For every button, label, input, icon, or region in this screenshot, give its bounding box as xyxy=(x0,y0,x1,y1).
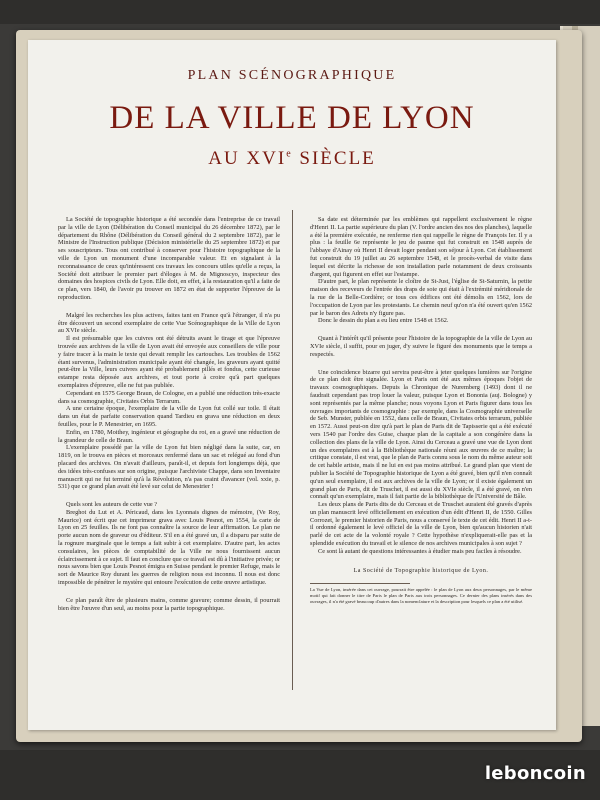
paragraph: Quels sont les auteurs de cette vue ? xyxy=(66,501,158,509)
paragraph: Il est présumable que les cuivres ont été détruits avant le tirage et que l'épreuve trouvée aux archives de la ville de Lyon avait été envoyée aux conseillers de ville pour y faire tracer à la main le texte qui devait remplir les cartouches. Les troubles de 1562 étant survenus, l'administration municipale ayant été changée, les graveurs ayant quitté peut-être la Ville, leurs cuivres ayant été probablement pillés et fondus, cette curieuse estampe resta déposée aux archives, et tout porte à croire qu'à part quelques exemplaires d'épreuve, elle ne fut pas publiée. xyxy=(58,335,280,389)
paragraph: Quant à l'intérêt qu'il présente pour l'histoire de la topographie de la ville de Lyon au XVIe siècle, il suffit, pour en juger, d'y suivre le figuré des monuments que le temps a respectés. xyxy=(310,335,532,358)
title-siecle: SIÈCLE xyxy=(292,148,376,169)
footnote-rule xyxy=(310,583,410,584)
paragraph: Enfin, en 1780, Moithey, ingénieur et géographe du roi, en a gravé une réduction de la grandeur de celle de Braun. xyxy=(58,428,280,444)
signature: La Société de Topographie historique de Lyon. xyxy=(353,567,489,574)
left-column xyxy=(58,216,280,612)
leboncoin-watermark: leboncoin xyxy=(484,763,586,784)
paragraph: L'exemplaire possédé par la ville de Lyon fut bien négligé dans la suite, car, en 1819, on le trouva en pièces et morceaux renfermé dans un sac et relégué au fond d'un placard des archives. On n'avait d'ailleurs, paraît-il, et depuis fort longtemps déjà, que des idées très-confuses sur son origine, puisque l'archiviste Chappe, dans son Inventaire manuscrit qui ne fut terminé qu'à la Révolution, n'a pas craint d'avancer (vol. xxie, p. 531) que ce grand plan avait été levé sur celui de Menestrier ! xyxy=(58,444,280,491)
paragraph: Les deux plans de Paris dits de du Cerceau et de Truschet auraient été gravés d'après un plan manuscrit levé officiellement en exécution d'un édit d'Henri II, de 1550. Gilles Corrozet, le premier historien de Paris, nous a conservé le texte de cet édit. Henri II a-t-il ordonné également le levé officiel de la ville de Lyon, bien qu'aucun historien n'ait parlé de cet acte de la volonté royale ? Cette hypothèse n'expliquerait-elle pas et la splendide exécution du travail et le silence de nos archives municipales à son sujet ? xyxy=(310,501,532,548)
document-sheet xyxy=(28,40,556,730)
paragraph: La Société de topographie historique a été secondée dans l'entreprise de ce travail par la ville de Lyon (Délibération du Conseil municipal du 26 décembre 1872), par le département du Rhône (Délibération du Conseil général du 2 septembre 1872), par le Ministre de l'Instruction publique (Décision ministérielle du 25 septembre 1872) et par ses souscripteurs. Tous ont contribué à conserver pour l'histoire topographique de la ville de Lyon un monument d'une incomparable valeur. Et en signalant à la reconnaissance de ceux qu'intéressent ces travaux les concours utiles qu'elle a reçus, la Société doit attribuer le premier part d'éloges à M. de Mignoscyo, inspecteur des domaines des hospices civils de Lyon. Elle doit, en effet, à la restauration qu'il a faite de ce plan, vers 1840, de l'avoir pu trouver en 1872 en état de supporter l'épreuve de la reproduction. xyxy=(58,216,280,301)
paragraph: Cependant en 1575 George Braun, de Cologne, en a publié une réduction très-exacte dans sa cosmographie, Civitates Orbis Terrarum. xyxy=(58,389,280,405)
paragraph: A une certaine époque, l'exemplaire de la ville de Lyon fut collé sur toile. Il était dans un état de parfaite conservation quand Tardieu en grava une réduction en deux feuilles, pour le P. Menestrier, en 1695. xyxy=(58,405,280,428)
paragraph: Malgré les recherches les plus actives, faites tant en France qu'à l'étranger, il n'a pu être découvert un second exemplaire de cette Vue Scénographique de la Ville de Lyon au XVIe siècle. xyxy=(58,311,280,335)
paragraph: Ce plan paraît être de plusieurs mains, comme gravure; comme dessin, il pourrait bien être l'œuvre d'un seul, au moins pour la partie topographique. xyxy=(58,596,280,612)
paragraph: Breghot du Lut et A. Péricaud, dans les Lyonnais dignes de mémoire, (Ve Roy, Maurice) ont écrit que cet imprimeur grava avec Louis Pesnot, en 1554, la carte de Lyon en 25 feuilles. Ils ne font pas connaître la source de leur affirmation. Le plan ne porte aucun nom de graveur ou d'éditeur. S'il en a été gravé un, il a disparu par suite de la rognure marginale que le temps a fait subir à cet exemplaire. D'autre part, les actes consulaires, les pièces de comptabilité de la Ville ne nous fournissent aucun éclaircissement à ce sujet. Il faut en conclure que ce travail est dû à l'initiative privée; or nous savons bien que Louis Pesnot émigra en Suisse pendant le premier Refuge, mais le sort de Maurice Roy durant les guerres de religion nous est inconnu. Il nous est donc impossible de pénétrer le mystère qui entoure l'exécution de cette œuvre artistique. xyxy=(58,508,280,587)
title-century-sup: e xyxy=(286,148,293,160)
footnote: La Vue de Lyon, insérée dans cet ouvrage, pourrait être appelée : le plan de Lyon aux deux personnages, par le même motif qui fait donner le titre de Paris le plan de Paris aux trois personnages. Ce dernier des plans insérés dans des ouvrages, il n'a été gravé beaucoup d'autres dans la nomenclature et la description pour lesquels ce plan a été utilisé. xyxy=(310,587,532,605)
paragraph: Ce sont là autant de questions intéressantes à étudier mais peu faciles à résoudre. xyxy=(318,547,522,555)
right-column xyxy=(310,216,532,605)
paragraph: Une coïncidence bizarre qui servira peut-être à jeter quelques lumières sur l'origine de ce plan doit être signalée. Lyon et Paris ont été aux mêmes époques l'objet de travaux cosmographiques. Depuis la Chronique de Nuremberg (1493) dont il ne faudrait cependant pas trop louer la valeur, puisque Lyon et Bononia (auj. Bologne) y sont représentés par la même planche; nous voyons Lyon et Paris figurer dans tous les ouvrages importants de cosmographie : par exemple, dans la Cosmographie universelle de Seb. Munster, publiée en 1552, dans celle de Braun, Civitates orbis terrarum, publiée en 1572. Aussi peut-on dire qu'à part le plan de Paris dit de Tapisserie qui a été exécuté vers 1540 par l'ordre des Guise, chaque plan de la capitale a son congénère dans la collection des plans de la ville de Lyon. Ainsi du Cerceau a gravé une vue de Lyon dont un des exemplaires est à la Bibliothèque nationale réuni aux œuvres de ce maître; la critique constate, il est vrai, que le plan de Paris connu sous le nom du même auteur soit de cet habile artiste, mais il ne lui en est pas moins attribué. Le grand plan que vient de publier la Société de Topographie historique de Lyon a été gravé, bien qu'il n'en connaît qu'un seul exemplaire, il est aux archives de la ville de Lyon; or il existe également un grand plan de Paris, dit de Truschet, il est aussi du XVIe siècle, il a été gravé, on n'en connaît qu'un exemplaire, mais il fait partie de la bibliothèque de l'Université de Bâle. xyxy=(310,368,532,501)
paragraph: Sa date est déterminée par les emblèmes qui rappellent exclusivement le règne d'Henri II. La partie supérieure du plan (V. l'ordre ancien des nos des planches), laquelle a été la première exécutée, ne renferme rien qui rappelle le règne de François Ier. Il y a plus : la feuille 6e représente le jeu de paume qui fut construit en 1548 auprès de l'abbaye d'Ainay où Henri II devait loger pendant son séjour à Lyon. Cet établissement fut construit du 19 juillet au 26 septembre 1548, et le procès-verbal de visite dans lequel est décrite la richesse de son installation parle notamment de deux croissants d'argent, qui figurent en effet sur l'estampe. xyxy=(310,216,532,278)
title-century: AU XVI xyxy=(208,148,287,169)
floor-tile xyxy=(0,0,600,24)
paragraph: Donc le dessin du plan a eu lieu entre 1548 et 1562. xyxy=(318,317,449,325)
column-divider xyxy=(292,210,293,690)
paragraph: D'autre part, le plan représente le cloître de St-Just, l'église de St-Saturnin, la petite maison des receveurs de l'entrée des draps de soie qui était à l'extrémité méridionale de la rue de la Belle-Cordière; or tous ces édifices ont été démolis en 1562, lors de l'occupation de Lyon par les protestants. Le chemin neuf qu'on n'a été ouvert qu'en 1562 par le baron des Adrets n'y figure pas. xyxy=(310,278,532,317)
title-line-2: DE LA VILLE DE LYON xyxy=(109,100,475,136)
title-line-1: PLAN SCÉNOGRAPHIQUE xyxy=(187,68,397,83)
title-line-3 xyxy=(28,148,556,170)
